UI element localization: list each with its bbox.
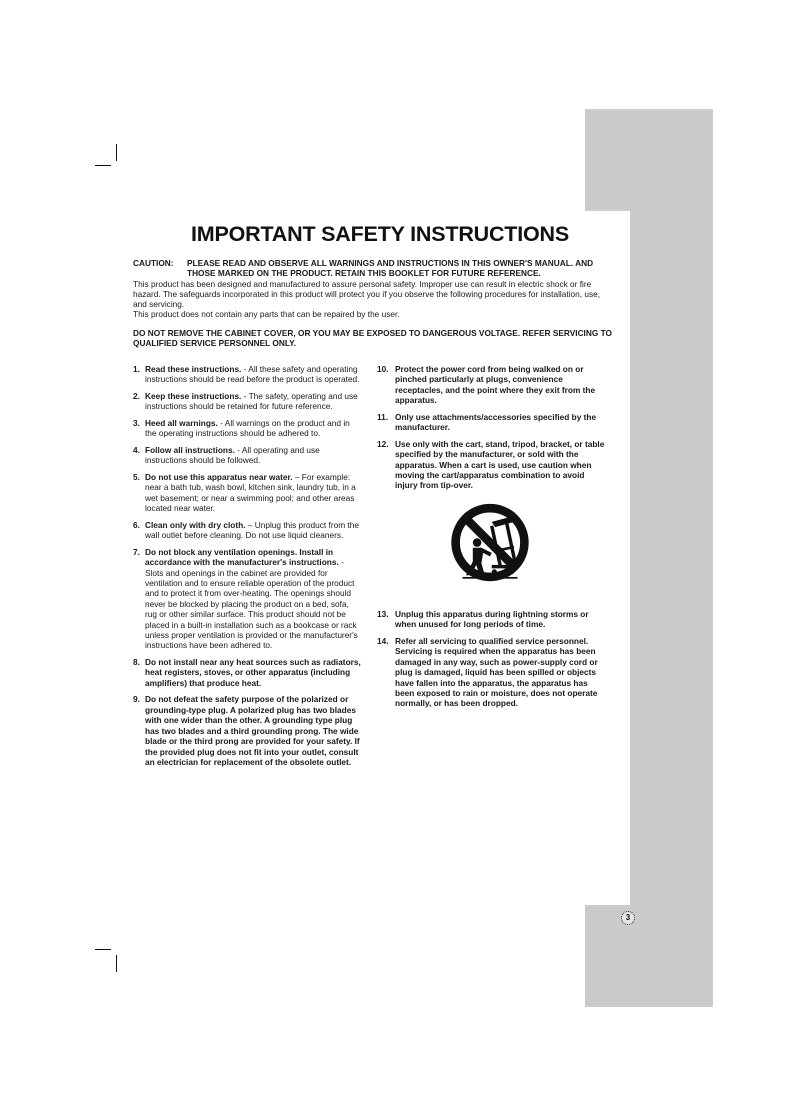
list-item: [377, 609, 609, 630]
item-number: 13.: [377, 609, 389, 619]
item-separator: –: [245, 519, 255, 530]
item-number: 6.: [133, 519, 140, 530]
caution-paragraph-1: This product has been designed and manufactured to assure personal safety. Improper use can result in electric shock or fire hazard. The safeguards incorporated in this product will protect you if you observe the following procedures for installation, use, and servicing.: [133, 278, 601, 310]
item-number: 8.: [133, 657, 140, 668]
item-body: Use only with the cart, stand, tripod, bracket, or table specified by the manufacturer, or sold with the apparatus. When a cart is used, use caution when moving the cart/apparatus combination to avoid injury from tip-over.: [395, 438, 605, 491]
item-heading: Keep these instructions.: [145, 391, 242, 401]
item-body: Protect the power cord from being walked on or pinched particularly at plugs, convenience receptacles, and the point where they exit from the apparatus.: [395, 364, 596, 406]
side-tab-lower: [585, 905, 713, 1007]
item-heading: Do not use this apparatus near water.: [145, 472, 293, 482]
list-item: [377, 439, 609, 491]
page-title: IMPORTANT SAFETY INSTRUCTIONS: [190, 222, 570, 246]
list-item: [133, 418, 361, 439]
list-item: [377, 412, 609, 433]
caution-text: PLEASE READ AND OBSERVE ALL WARNINGS AND INSTRUCTIONS IN THIS OWNER'S MANUAL. AND THOSE MARKED ON THE PRODUCT. RETAIN THIS BOOKLET FOR FUTURE REFERENCE.: [187, 258, 594, 279]
list-item: [133, 364, 361, 385]
crop-mark-bottom-vertical: [116, 955, 117, 972]
item-number: 5.: [133, 472, 140, 482]
caution-label: CAUTION:: [133, 258, 174, 268]
item-number: 14.: [377, 636, 389, 646]
item-body: Unplug this product from the wall outlet before cleaning. Do not use liquid cleaners.: [145, 519, 359, 541]
crop-mark-top-vertical: [116, 144, 117, 161]
instructions-right-column-lower: [377, 609, 609, 715]
item-number: 10.: [377, 364, 389, 374]
item-body: Slots and openings in the cabinet are provided for ventilation and to ensure reliable operation of the product and to protect it from over-heating. The openings should never be blocked by placing the product on a bed, sofa, rug or other similar surface. This product should not be placed in a built-in installation such as a bookcase or rack unless proper ventilation is provided or the manufacturer's instructions have been adhered to.: [145, 567, 358, 651]
item-number: 12.: [377, 438, 389, 449]
item-separator: -: [241, 391, 249, 401]
crop-mark-bottom-horizontal: [95, 949, 111, 950]
item-body: For example: near a bath tub, wash bowl, kitchen sink, laundry tub, in a wet basement; or near a swimming pool; and other areas located near water.: [145, 472, 356, 514]
item-separator: -: [217, 418, 225, 428]
item-body: Refer all servicing to qualified service personnel. Servicing is required when the apparatus has been damaged in any way, such as power-supply cord or plug is damaged, liquid has been spilled or objects have fallen into the apparatus, the apparatus has been exposed to rain or moisture, does not operate normally, or has been dropped.: [395, 636, 598, 709]
list-item: [133, 472, 361, 514]
list-item: [133, 547, 361, 651]
item-number: 4.: [133, 445, 140, 455]
item-body: All these safety and operating instructions should be read before the product is operated.: [145, 364, 360, 385]
list-item: [133, 445, 361, 466]
item-heading: Heed all warnings.: [145, 418, 218, 428]
item-number: 3.: [133, 418, 140, 428]
item-heading: Read these instructions.: [145, 364, 242, 374]
cart-tip-over-warning-icon: [447, 503, 533, 589]
item-number: 7.: [133, 546, 140, 557]
item-number: 2.: [133, 391, 140, 401]
page-number-badge: 3: [621, 911, 635, 925]
item-separator: -: [234, 445, 242, 455]
item-body: Do not install near any heat sources such as radiators, heat registers, stoves, or other apparatus (including amplifiers) that produce heat.: [145, 657, 361, 688]
crop-mark-top-horizontal: [95, 165, 111, 166]
caution-block: [133, 258, 613, 320]
item-heading: Do not block any ventilation openings. Install in accordance with the manufacturer's instructions.: [145, 546, 339, 568]
side-tab-middle: [630, 211, 713, 906]
side-tab-upper: [585, 109, 713, 211]
list-item: [377, 636, 609, 709]
item-body: Do not defeat the safety purpose of the polarized or grounding-type plug. A polarized plug has two blades with one wider than the other. A grounding type plug has two blades and a third grounding prong. The wide blade or the third prong are provided for your safety. If the provided plug does not fit into your outlet, consult an electrician for replacement of the obsolete outlet.: [145, 694, 360, 767]
item-body: The safety, operating and use instructions should be retained for future reference.: [145, 391, 358, 412]
instructions-left-column: [133, 364, 361, 774]
item-separator: -: [241, 364, 249, 374]
item-separator: –: [292, 472, 302, 482]
item-body: Unplug this apparatus during lightning storms or when unused for long periods of time.: [395, 609, 589, 630]
list-item: [133, 657, 361, 688]
item-body: All operating and use instructions should be followed.: [145, 445, 320, 466]
instructions-right-column: [377, 364, 609, 497]
item-number: 9.: [133, 694, 140, 705]
item-separator: -: [338, 557, 344, 568]
item-body: All warnings on the product and in the operating instructions should be adhered to.: [145, 418, 350, 439]
item-number: 11.: [377, 411, 389, 422]
list-item: [377, 364, 609, 406]
list-item: [133, 694, 361, 767]
item-number: 1.: [133, 364, 140, 374]
list-item: [133, 391, 361, 412]
list-item: [133, 520, 361, 541]
item-heading: Follow all instructions.: [145, 445, 235, 455]
voltage-warning: DO NOT REMOVE THE CABINET COVER, OR YOU MAY BE EXPOSED TO DANGEROUS VOLTAGE. REFER SERVICING TO QUALIFIED SERVICE PERSONNEL ONLY.: [133, 328, 612, 349]
item-heading: Clean only with dry cloth.: [145, 519, 246, 530]
caution-paragraph-2: This product does not contain any parts that can be repaired by the user.: [133, 309, 400, 320]
item-body: Only use attachments/accessories specified by the manufacturer.: [395, 411, 597, 433]
